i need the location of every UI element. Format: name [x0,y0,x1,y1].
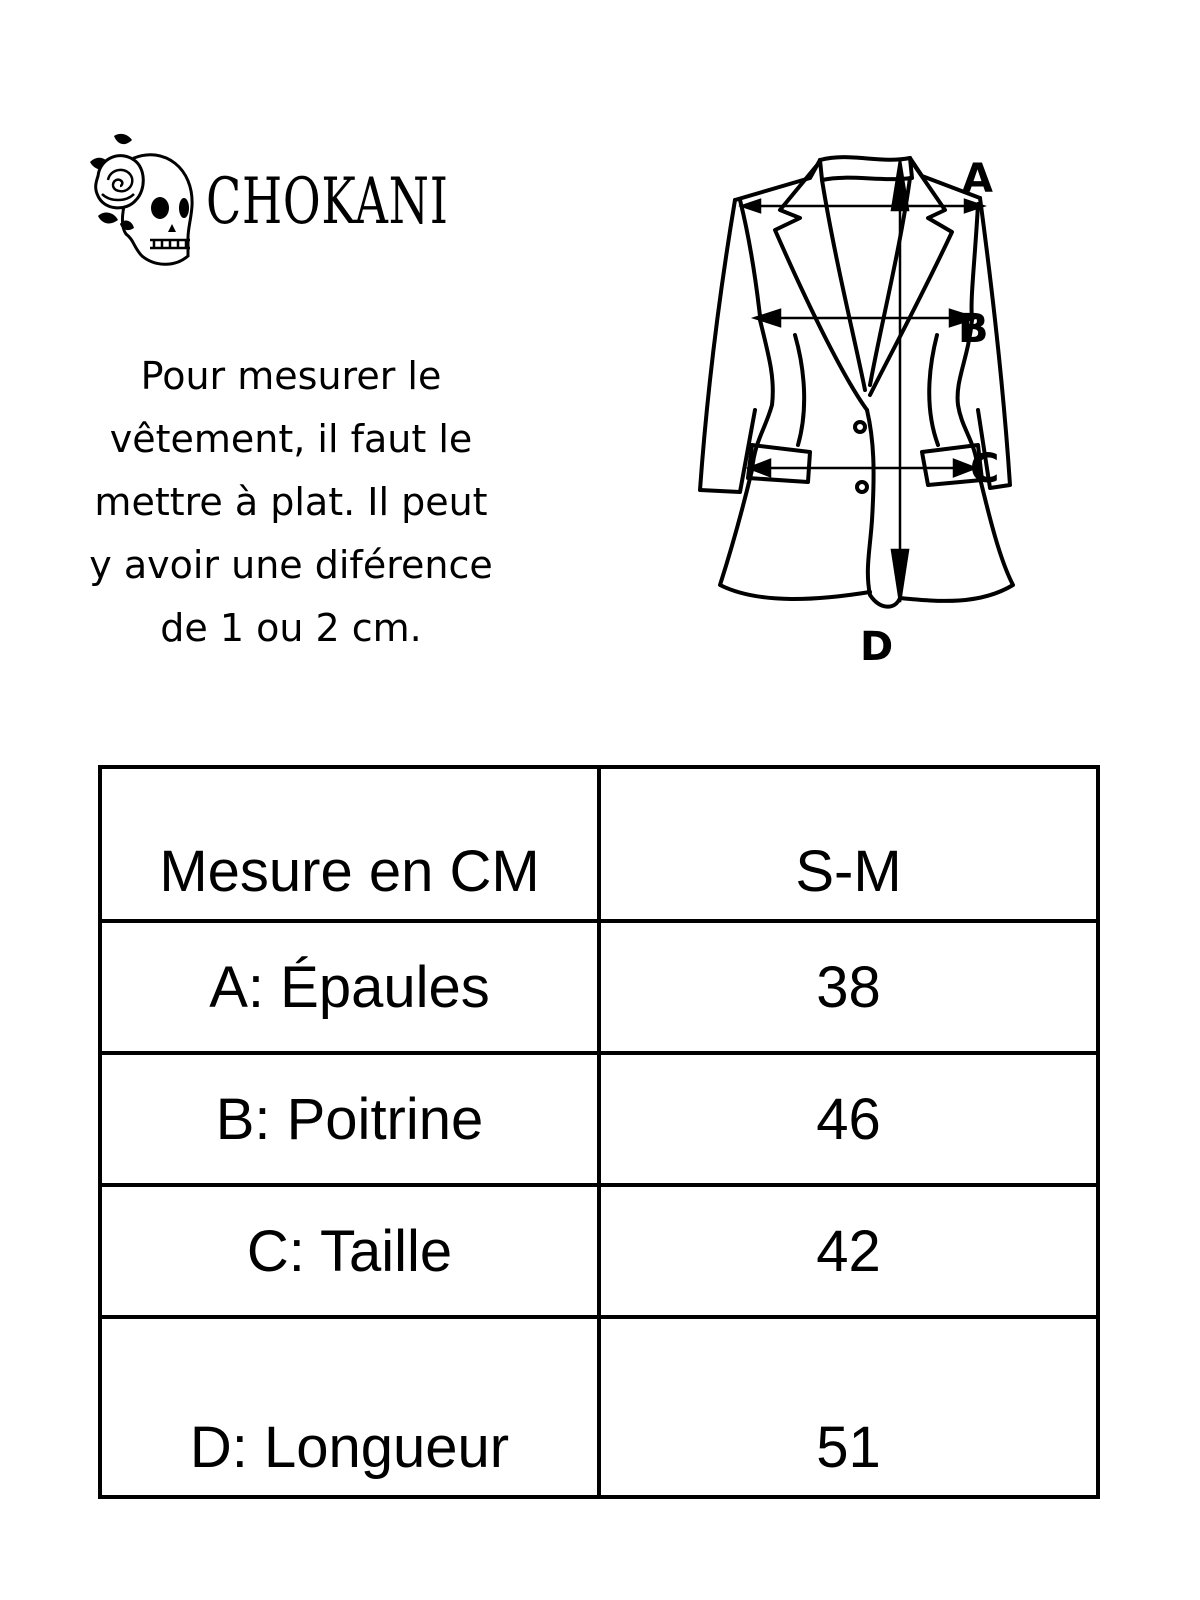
table-row [100,1053,1098,1185]
brand-name: CHOKANI [206,165,449,239]
skull-with-rose-icon [84,128,204,268]
label-c: C [970,446,1000,492]
row-value: 46 [599,1053,1098,1185]
row-label: C: Taille [100,1185,599,1317]
label-b: B [958,306,989,352]
instruction-line: mettre à plat. Il peut [94,480,488,524]
measurement-instructions [60,345,522,660]
row-value: 38 [599,921,1098,1053]
size-chart-table [98,765,1100,1499]
instruction-line: de 1 ou 2 cm. [160,606,422,650]
instruction-line: y avoir une diférence [89,543,493,587]
table-row [100,921,1098,1053]
blazer-icon [660,140,1040,680]
label-d: D [860,624,894,670]
row-label: B: Poitrine [100,1053,599,1185]
blazer-measurement-diagram [660,140,1040,680]
table-row [100,1317,1098,1497]
row-label: A: Épaules [100,921,599,1053]
table-row [100,1185,1098,1317]
header-size: S-M [599,767,1098,921]
brand-logo [84,128,484,268]
row-value: 42 [599,1185,1098,1317]
header-measure: Mesure en CM [100,767,599,921]
table-header-row [100,767,1098,921]
label-a: A [962,156,993,202]
row-label: D: Longueur [100,1317,599,1497]
instruction-line: Pour mesurer le [140,354,442,398]
instruction-line: vêtement, il faut le [109,417,473,461]
row-value: 51 [599,1317,1098,1497]
